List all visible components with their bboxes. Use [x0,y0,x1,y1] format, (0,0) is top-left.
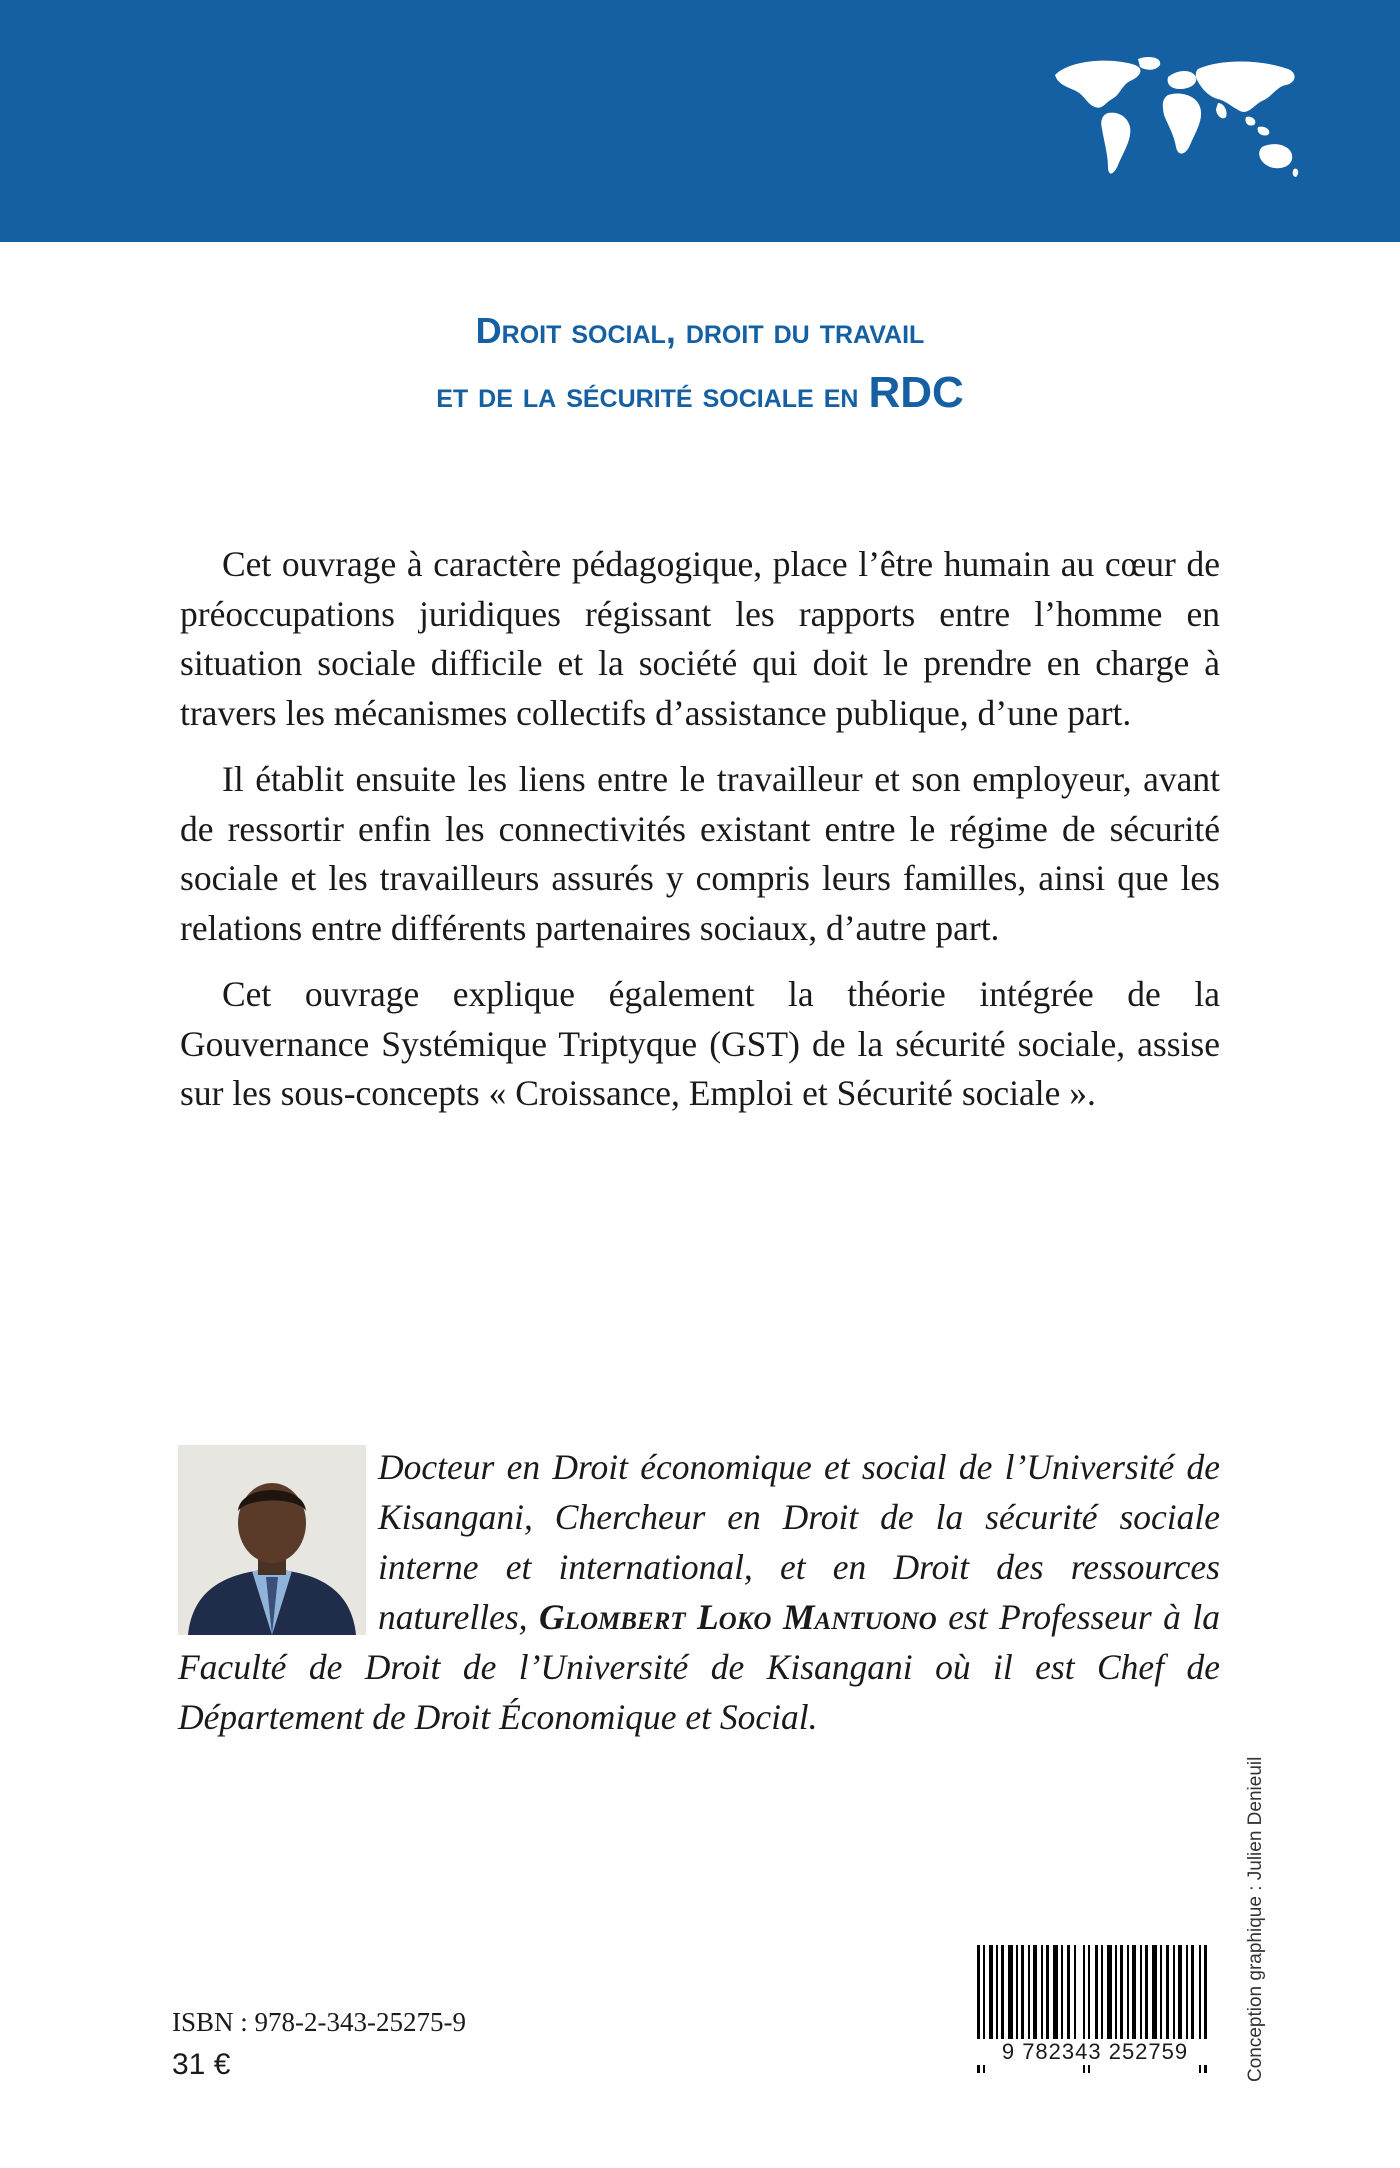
book-title [0,300,1400,426]
world-map-icon [1050,55,1305,190]
blurb-paragraph-2: Il établit ensuite les liens entre le travailleur et son employeur, avant de ressortir enfin les connectivités existant entre le régime de sécurité sociale et les travailleurs assurés y compris leurs familles, ainsi que les relations entre différents partenaires sociaux, d’autre part. [180,759,1220,948]
title-line-1: Droit social, droit du travail [475,310,925,351]
author-name: Glombert Loko Mantuono [539,1597,937,1637]
isbn: ISBN : 978-2-343-25275-9 [172,2007,466,2037]
author-bio [178,1442,1220,1742]
price: 31 € [172,2048,231,2081]
photo-spacer [178,1442,378,1642]
title-line-2 [0,362,1400,426]
bio-text-start: Docteur en Droit économique et social de l’Université de Kisangani, Chercheur en Droit de la sécurité sociale interne et international, et en Droit des ressources naturelles, [378,1447,1220,1637]
top-color-band [0,0,1400,242]
blurb-paragraph-3: Cet ouvrage explique également la théorie intégrée de la Gouvernance Systémique Triptyque (GST) de la sécurité sociale, assise sur les sous-concepts « Croissance, Emploi et Sécurité sociale ». [180,974,1220,1113]
title-line-2-text: et de la sécurité sociale en [436,374,859,415]
bio-text-end: est Professeur à la Faculté de Droit de l’Université de Kisangani où il est Chef de Département de Droit Économique et Social. [178,1597,1220,1737]
title-acronym: RDC [868,368,964,417]
design-credit: Conception graphique : Julien Denieuil [1245,1756,1266,2082]
barcode-digits: 9 782343 252759 [970,2039,1220,2065]
blurb-paragraph-1: Cet ouvrage à caractère pédagogique, place l’être humain au cœur de préoccupations juridiques régissant les rapports entre l’homme en situation sociale difficile et la société qui doit le prendre en charge à travers les mécanismes collectifs d’assistance publique, d’une part. [180,544,1220,733]
blurb [180,540,1220,1136]
